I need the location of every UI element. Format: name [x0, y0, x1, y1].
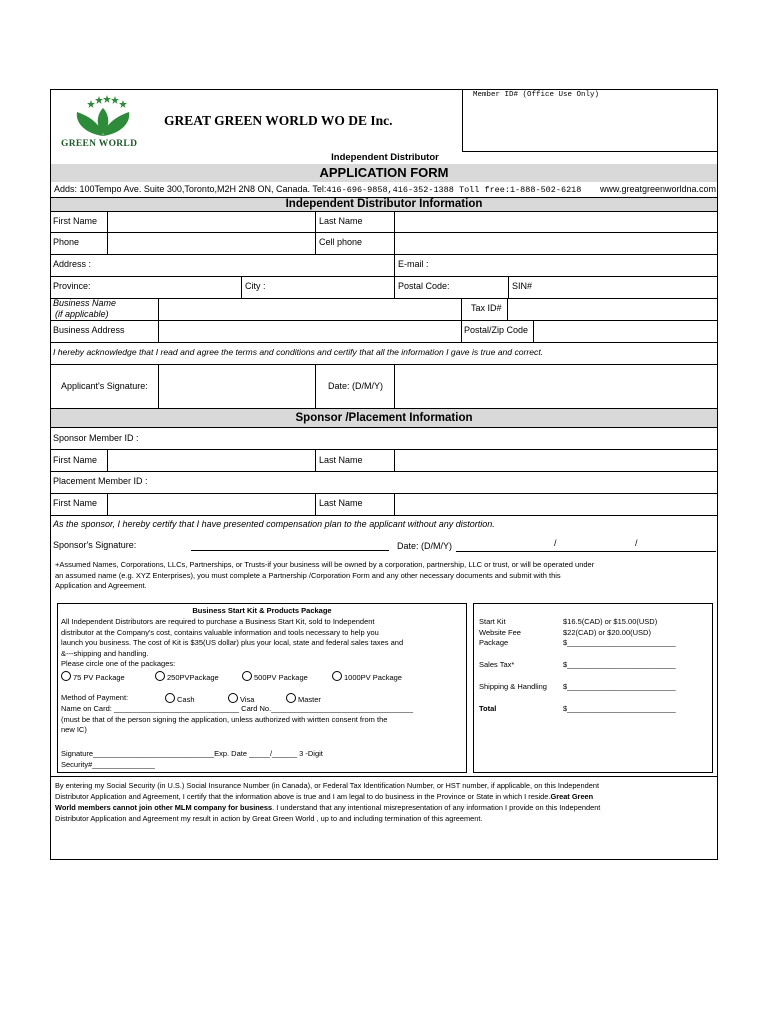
start-kit-box	[57, 603, 467, 773]
sin-field[interactable]	[536, 276, 716, 297]
placement-last-name-field[interactable]	[395, 493, 717, 515]
form-title: APPLICATION FORM	[51, 164, 717, 182]
assumed-names-note	[55, 560, 715, 592]
form-subtitle: Independent Distributor	[331, 152, 439, 163]
sponsor-first-name-field[interactable]	[108, 449, 315, 471]
applicant-date-field[interactable]	[395, 364, 717, 408]
distributor-section-heading: Independent Distributor Information	[51, 198, 717, 211]
business-name-field[interactable]	[159, 298, 459, 320]
card-signature	[61, 749, 465, 770]
business-address-field[interactable]	[159, 320, 461, 342]
declaration-line-3-text: . I understand that any intentional misrepresentation of any information I provide on this Independent	[272, 803, 601, 812]
package-1000pv-label: 1000PV Package	[344, 673, 402, 682]
sponsor-first-name-label: First Name	[53, 455, 98, 465]
kit-line-4: &---shipping and handling.	[61, 648, 149, 658]
placement-member-id-label: Placement Member ID :	[53, 476, 148, 486]
province-label: Province:	[53, 281, 91, 291]
kit-line-2: distributor at the Company's cost, contains valuable information and tools necessary to help you	[61, 627, 379, 637]
last-name-field[interactable]	[395, 211, 717, 232]
fee-labels	[479, 617, 521, 649]
radio-circle-icon	[286, 693, 296, 703]
card-signature-line[interactable]: Signature_____________________________Exp. Date _____/______ 3 -Digit	[61, 749, 323, 758]
package-250pv-label: 250PVPackage	[167, 673, 219, 682]
declaration-line-1: By entering my Social Security (in U.S.) Social Insurance Number (in Canada), or Federal Tax Identification Number, or HST number, if applicable, on this Independent	[55, 781, 600, 790]
sponsor-certify-text: As the sponsor, I hereby certify that I have presented compensation plan to the applicant without any distortion.	[53, 519, 495, 529]
card-details	[61, 704, 465, 736]
shipping-label: Shipping & Handling	[479, 682, 547, 691]
radio-circle-icon	[155, 671, 165, 681]
kit-line-5: Please circle one of the packages:	[61, 659, 176, 668]
phone-field[interactable]	[108, 232, 315, 253]
radio-circle-icon	[228, 693, 238, 703]
office-use-label: Member ID# (Office Use Only)	[473, 91, 600, 99]
package-500pv[interactable]	[242, 671, 308, 684]
radio-circle-icon	[61, 671, 71, 681]
email-field[interactable]	[436, 254, 716, 275]
sales-tax-field[interactable]: $__________________________	[563, 660, 676, 669]
must-note-2: new IC)	[61, 725, 87, 734]
placement-member-id-field[interactable]	[156, 471, 716, 492]
package-fee-field[interactable]: $__________________________	[563, 638, 676, 647]
radio-circle-icon	[165, 693, 175, 703]
company-website[interactable]: www.greatgreenworldna.com	[599, 184, 716, 194]
first-name-label: First Name	[53, 216, 98, 226]
city-label: City :	[245, 281, 266, 291]
last-name-label: Last Name	[319, 216, 363, 226]
sponsor-member-id-label: Sponsor Member ID :	[53, 433, 139, 443]
assumed-line-3: Application and Agreement.	[55, 581, 147, 590]
logo-text: GREEN WORLD	[61, 139, 138, 149]
package-75pv[interactable]	[61, 671, 125, 684]
sponsor-signature-label: Sponsor's Signature:	[53, 540, 137, 550]
start-kit-description	[61, 617, 465, 670]
total-field[interactable]: $__________________________	[563, 704, 676, 713]
tax-id-field[interactable]	[508, 298, 717, 320]
kit-line-3: launch you business. The cost of Kit is $35(US dollar) plus your local, state and federal sales taxes and	[61, 638, 404, 647]
start-kit-fee-value: $16.5(CAD) or $15.00(USD)	[563, 617, 658, 626]
package-75pv-label: 75 PV Package	[73, 673, 125, 682]
business-address-label: Business Address	[53, 325, 125, 335]
company-address-line	[54, 184, 716, 195]
cell-phone-label: Cell phone	[319, 237, 363, 247]
website-fee-label: Website Fee	[479, 627, 521, 637]
package-fee-label: Package	[479, 638, 509, 647]
declaration-line-2	[55, 791, 715, 802]
company-address: Adds: 100Tempo Ave. Suite 300,Toronto,M2H 2N8 ON, Canada. Tel:	[54, 184, 327, 194]
fees-box	[473, 603, 713, 773]
payment-visa-label: Visa	[240, 695, 255, 704]
placement-first-name-label: First Name	[53, 498, 98, 508]
declaration-text	[55, 780, 715, 824]
office-use-box[interactable]	[462, 90, 718, 152]
assumed-line-2: an assumed name (e.g. XYZ Enterprises), you must complete a Partnership /Corporation Form and any other necessary documents and submit with this	[55, 570, 561, 580]
sin-label: SIN#	[512, 281, 533, 291]
acknowledge-text: I hereby acknowledge that I read and agree the terms and conditions and certify that all the information I gave is true and correct.	[53, 347, 544, 357]
zip-code-label: Postal/Zip Code	[464, 325, 529, 335]
start-kit-title: Business Start Kit & Products Package	[192, 606, 332, 615]
company-phones: 416-696-9858,416-352-1388 Toll free:1-888-502-6218	[326, 185, 582, 195]
sales-tax-label: Sales Tax*	[479, 660, 515, 669]
placement-first-name-field[interactable]	[108, 493, 315, 515]
address-label: Address :	[53, 259, 92, 269]
applicant-signature-field[interactable]	[159, 364, 315, 408]
province-field[interactable]	[96, 276, 241, 297]
date-slash-2: /	[635, 538, 638, 548]
security-code-line[interactable]: Security#_______________	[61, 759, 155, 769]
package-500pv-label: 500PV Package	[254, 673, 308, 682]
logo	[57, 94, 149, 150]
sponsor-last-name-field[interactable]	[395, 449, 717, 471]
application-form	[50, 89, 718, 860]
radio-circle-icon	[242, 671, 252, 681]
applicant-date-label: Date: (D/M/Y)	[328, 381, 384, 391]
payment-master-label: Master	[298, 695, 321, 704]
declaration-line-2-text: Distributor Application and Agreement, I certify that the information above is true and I am legal to do business in the Province or State in which I reside.	[55, 792, 551, 801]
company-name: GREAT GREEN WORLD WO DE Inc.	[164, 113, 393, 128]
address-field[interactable]	[95, 254, 395, 275]
total-label: Total	[479, 704, 497, 713]
assumed-line-1: +Assumed Names, Corporations, LLCs, Partnerships, or Trusts-if your business will be owned by a corporation, partnership, LLC or trust, or will be operated under	[55, 560, 595, 569]
phone-label: Phone	[53, 237, 80, 247]
kit-line-1: All Independent Distributors are required to purchase a Business Start Kit, sold to Independent	[61, 617, 375, 626]
postal-code-field[interactable]	[456, 276, 508, 297]
declaration-line-3-bold: World members cannot join other MLM company for business	[55, 803, 273, 812]
placement-last-name-label: Last Name	[319, 498, 363, 508]
email-label: E-mail :	[398, 259, 429, 269]
zip-code-field[interactable]	[534, 320, 717, 342]
cell-phone-field[interactable]	[395, 232, 717, 253]
sponsor-member-id-field[interactable]	[146, 427, 716, 448]
first-name-field[interactable]	[108, 211, 315, 232]
package-250pv[interactable]	[155, 671, 219, 684]
declaration-line-3	[55, 802, 715, 813]
name-on-card-line[interactable]: Name on Card: ______________________________ Card No.__________________________________	[61, 704, 413, 713]
payment-method-label: Method of Payment:	[61, 693, 129, 702]
sponsor-signature-field[interactable]	[191, 537, 389, 551]
shipping-field[interactable]: $__________________________	[563, 682, 676, 691]
city-field[interactable]	[276, 276, 394, 297]
sponsor-date-label	[397, 541, 452, 551]
sponsor-date-field[interactable]	[456, 537, 716, 552]
declaration-line-4: Distributor Application and Agreement my result in action by Great Green World , up to and including termination of this agreement.	[55, 814, 483, 823]
if-applicable-label: (if applicable)	[55, 309, 109, 319]
leaf-logo-icon	[57, 94, 149, 138]
tax-id-label: Tax ID#	[471, 303, 502, 313]
fee-values	[563, 617, 676, 649]
start-kit-fee-label: Start Kit	[479, 617, 506, 626]
postal-code-label: Postal Code:	[398, 281, 450, 291]
sponsor-section-heading: Sponsor /Placement Information	[51, 409, 717, 427]
declaration-line-2-bold: Great Green	[550, 792, 594, 801]
sponsor-date-text: Date: (D/M/Y)	[397, 541, 453, 551]
radio-circle-icon	[332, 671, 342, 681]
must-note-1: (must be that of the person signing the application, unless authorized with wirtten consent from the	[61, 714, 388, 724]
applicant-signature-label: Applicant's Signature:	[61, 381, 148, 391]
package-1000pv[interactable]	[332, 671, 402, 684]
date-slash-1: /	[554, 538, 557, 548]
payment-cash-label: Cash	[177, 695, 195, 704]
website-fee-value: $22(CAD) or $20.00(USD)	[563, 627, 651, 637]
business-name-label: Business Name	[53, 298, 117, 308]
sponsor-last-name-label: Last Name	[319, 455, 363, 465]
